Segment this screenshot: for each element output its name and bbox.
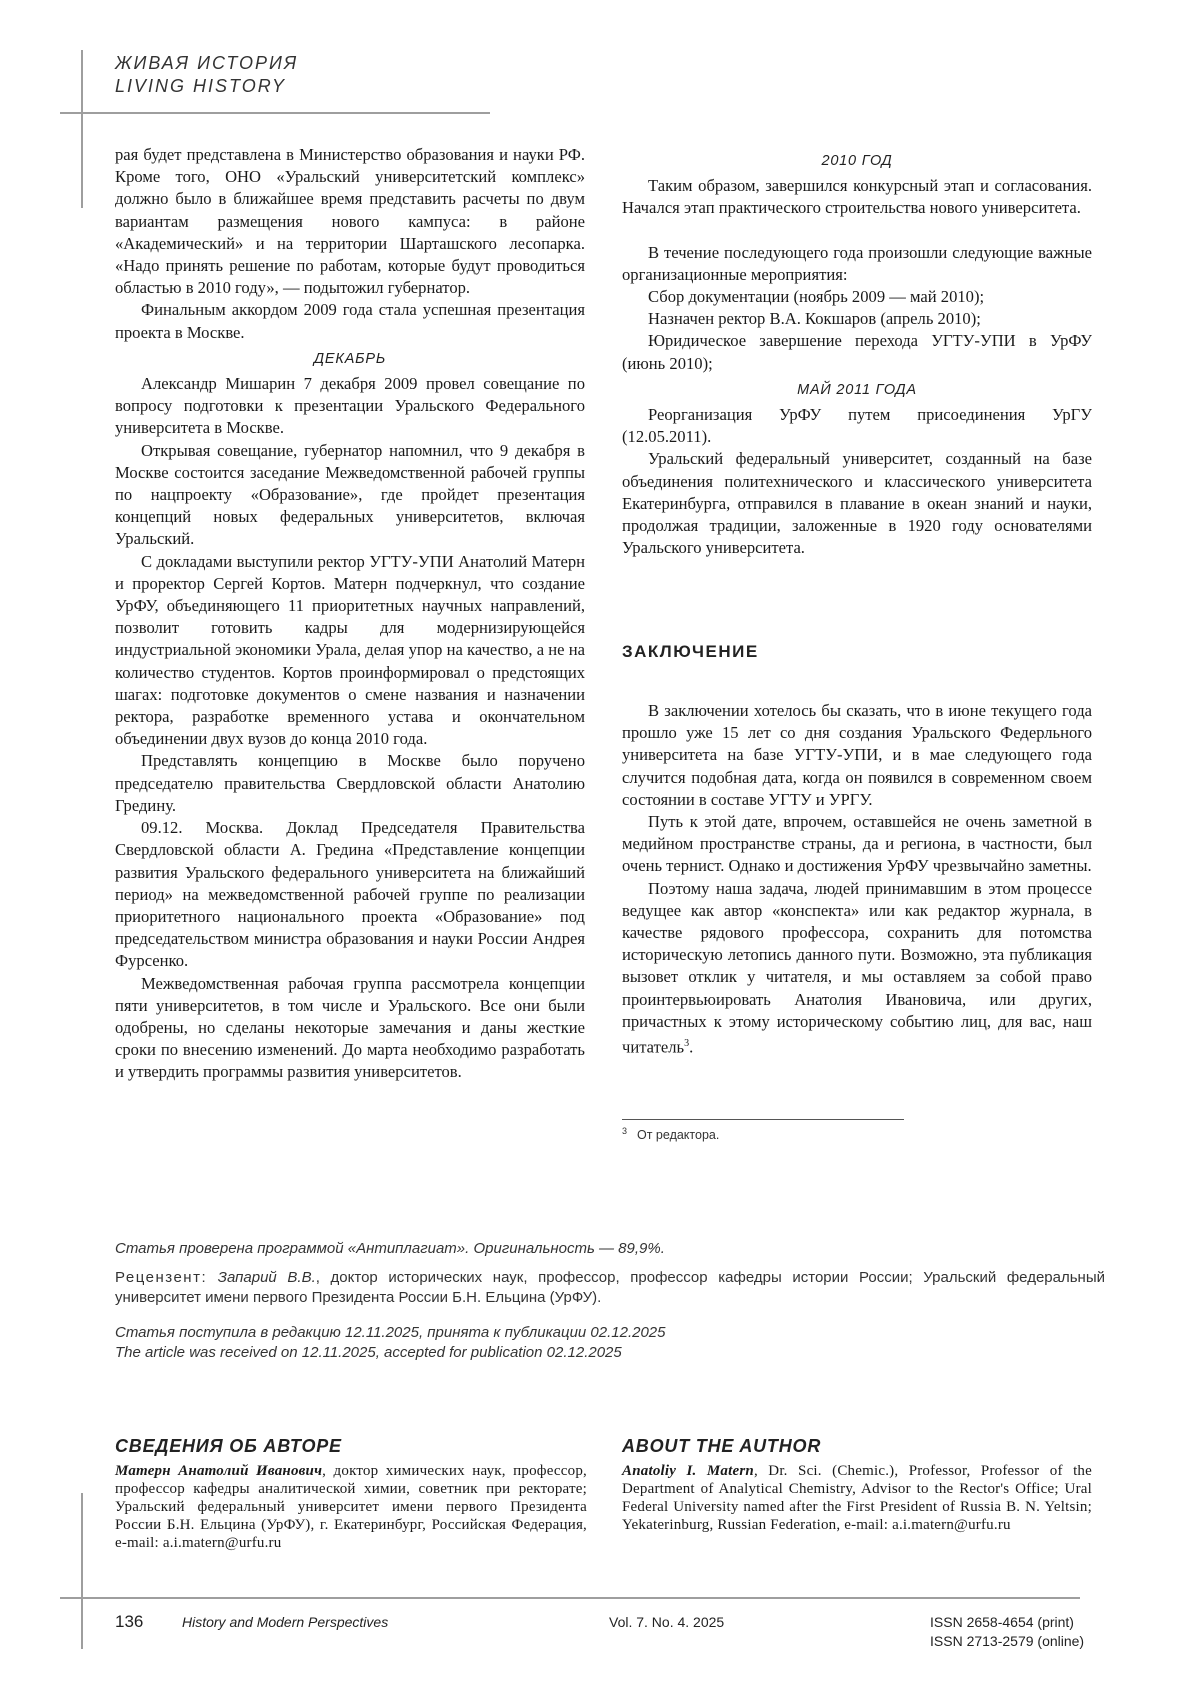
footnote-number: 3 bbox=[622, 1126, 628, 1136]
footnote-rule bbox=[622, 1119, 904, 1120]
author-info-ru bbox=[115, 1462, 587, 1552]
paragraph-text: Поэтому наша задача, людей принимавшим в этом процессе ведущее как автор «конспекта» или как редактор журнала, в качестве рядового профессора, сохранить для потомства историческую летопись данного пути. Возможно, эта публикация вызовет отклик у читателя, и мы оставляем за собой право проинтервьюировать Анатолия Ивановича, или других, причастных к этому историческому событию лиц, для вас, наш читатель bbox=[622, 878, 1092, 1057]
paragraph: С докладами выступили ректор УГТУ-УПИ Анатолий Матерн и проректор Сергей Кортов. Матерн подчеркнул, что создание УрФУ, объединяющего 11 приоритетных научных направлений, позволит готовить кадры для модернизирующейся индустриальной экономики Урала, делая упор на качество, а не на количество студентов. Кортов проинформировал о предстоящих шагах: подготовке документов о смене названия и назначении ректора, разработке временного устава и окончательном объединении двух вузов до конца 2010 года. bbox=[115, 551, 585, 749]
footer-rule bbox=[60, 1597, 1080, 1599]
volume-info: Vol. 7. No. 4. 2025 bbox=[609, 1614, 725, 1630]
subheading-2010: 2010 ГОД bbox=[821, 153, 893, 169]
paragraph: Поэтому наша задача, людей принимавшим в этом процессе ведущее как автор «конспекта» или как редактор журнала, в качестве рядового профессора, сохранить для потомства историческую летопись данного пути. Возможно, эта публикация вызовет отклик у читателя, и мы оставляем за собой право проинтервьюировать Анатолия Ивановича, или других, причастных к этому историческому событию лиц, для вас, наш читатель$^3$. bbox=[622, 878, 1092, 1057]
left-margin-rule-bottom bbox=[81, 1493, 83, 1649]
paragraph: Финальным аккордом 2009 года стала успешная презентация проекта в Москве. bbox=[115, 300, 585, 342]
header-rule bbox=[60, 112, 490, 114]
list-item: Сбор документации (ноябрь 2009 — май 2010); bbox=[648, 287, 985, 307]
left-column bbox=[115, 144, 585, 1084]
list-item: Юридическое завершение перехода УГТУ-УПИ в УрФУ (июнь 2010); bbox=[622, 331, 1092, 373]
paragraph: Открывая совещание, губернатор напомнил, что 9 декабря в Москве состоится заседание Межведомственной рабочей группы по нацпроекту «Образование», где пройдет презентация концепций новых федеральных университетов, включая Уральский. bbox=[115, 440, 585, 549]
author-name-ru: Матерн Анатолий Иванович bbox=[115, 1463, 323, 1479]
paragraph: Уральский федеральный университет, созданный на базе объединения политехнического и классического университета Екатеринбурга, отправился в плавание в океан знаний и науки, продолжая традиции, заложенные в 1920 году основателями Уральского университета. bbox=[622, 449, 1092, 558]
received-ru: Статья поступила в редакцию 12.11.2025, принята к публикации 02.12.2025 bbox=[115, 1324, 666, 1341]
paragraph: Представлять концепцию в Москве было поручено председателю правительства Свердловской области Анатолию Гредину. bbox=[115, 751, 585, 815]
paragraph: В заключении хотелось бы сказать, что в июне текущего года прошло уже 15 лет со дня создания Уральского Федерльного университета на базе УГТУ-УПИ, и в мае следующего года случится подобная дата, когда он появился в современном своем состоянии в составе УГТУ и УРГУ. bbox=[622, 701, 1092, 809]
page-number: 136 bbox=[115, 1612, 144, 1631]
author-name-en: Anatoliy I. Matern bbox=[622, 1463, 754, 1479]
reviewer-name: Запарий В.В. bbox=[217, 1269, 316, 1286]
reviewer-text: , доктор исторических наук, профессор, профессор кафедры истории России; Уральский федеральный университет имени первого Президента России Б.Н. Ельцина (УрФУ). bbox=[115, 1269, 1105, 1306]
paragraph: Реорганизация УрФУ путем присоединения УрГУ (12.05.2011). bbox=[622, 405, 1092, 447]
running-head-en: LIVING HISTORY bbox=[115, 76, 287, 96]
left-margin-rule-top bbox=[81, 50, 83, 208]
paragraph: 09.12. Москва. Доклад Председателя Правительства Свердловской области А. Гредина «Представление концепции развития Уральского федерального университета на ближайший период» на межведомственной рабочей группе по реализации приоритетного национального проекта «Образование» под председательством министра образования и науки России Андрея Фурсенко. bbox=[115, 818, 585, 971]
reviewer-note bbox=[115, 1268, 1105, 1308]
paragraph: Александр Мишарин 7 декабря 2009 провел совещание по вопросу подготовки к презентации Уральского Федерального университета в Москве. bbox=[115, 374, 585, 438]
paragraph: Таким образом, завершился конкурсный этап и согласования. Начался этап практического строительства нового университета. bbox=[622, 176, 1092, 218]
paragraph: рая будет представлена в Министерство образования и науки РФ. Кроме того, ОНО «Уральский университетский комплекс» должно было в ближайшее время представить расчеты по двум вариантам размещения нового кампуса: в районе «Академический» и на территории Шарташского лесопарка. «Надо принять решение по работам, которые будут проводиться областью в 2010 году», — подытожил губернатор. bbox=[115, 145, 585, 298]
right-column bbox=[622, 150, 1092, 559]
journal-name: History and Modern Perspectives bbox=[182, 1614, 389, 1630]
author-heading-en: ABOUT THE AUTHOR bbox=[622, 1436, 822, 1456]
paragraph: Путь к этой дате, впрочем, оставшейся не очень заметной в медийном пространстве страны, да и региона, в частности, был очень тернист. Однако и достижения УрФУ чрезвычайно заметны. bbox=[622, 812, 1092, 876]
footnote-text: От редактора. bbox=[637, 1128, 720, 1143]
issn-print: ISSN 2658-4654 (print) bbox=[930, 1614, 1074, 1630]
author-text-en: , Dr. Sci. (Chemic.), Professor, Professor of the Department of Analytical Chemistry, Advisor to the Rector's Office; Ural Federal University named after the First President of Russia B. N. Yeltsin; Yekaterinburg, Russian Federation, e-mail: a.i.matern@urfu.ru bbox=[622, 1463, 1092, 1533]
section-heading-conclusion: ЗАКЛЮЧЕНИЕ bbox=[622, 642, 759, 661]
antiplagiat-note: Статья проверена программой «Антиплагиат». Оригинальность — 89,9%. bbox=[115, 1240, 665, 1257]
paragraph: Межведомственная рабочая группа рассмотрела концепции пяти университетов, в том числе и Уральского. Все они были одобрены, но сделаны некоторые замечания и даны жесткие сроки по внесению изменений. До марта необходимо разработать и утвердить программы развития университетов. bbox=[115, 973, 585, 1082]
footnote-mark: 3 bbox=[684, 1038, 690, 1050]
issn-online: ISSN 2713-2579 (online) bbox=[930, 1633, 1085, 1649]
author-text-ru: , доктор химических наук, профессор, профессор кафедры аналитической химии, советник при ректорате; Уральский федеральный университет имени первого Президента России Б.Н. Ельцина (УрФУ), г. Екатеринбург, Российская Федерация, e-mail: a.i.matern@urfu.ru bbox=[115, 1463, 587, 1551]
author-info-en bbox=[622, 1462, 1092, 1534]
reviewer-label: Рецензент: bbox=[115, 1269, 208, 1286]
list-item: Назначен ректор В.А. Кокшаров (апрель 2010); bbox=[648, 309, 981, 329]
author-heading-ru: СВЕДЕНИЯ ОБ АВТОРЕ bbox=[115, 1436, 342, 1456]
running-head bbox=[115, 52, 298, 98]
paragraph: В течение последующего года произошли следующие важные организационные мероприятия: bbox=[622, 242, 1092, 284]
received-en: The article was received on 12.11.2025, accepted for publication 02.12.2025 bbox=[115, 1344, 622, 1361]
footnote bbox=[622, 1126, 719, 1142]
subheading-may-2011: МАЙ 2011 ГОДА bbox=[797, 381, 917, 398]
subheading-december: ДЕКАБРЬ bbox=[313, 350, 387, 367]
running-head-ru: ЖИВАЯ ИСТОРИЯ bbox=[115, 53, 299, 73]
conclusion-text bbox=[622, 700, 1092, 1059]
